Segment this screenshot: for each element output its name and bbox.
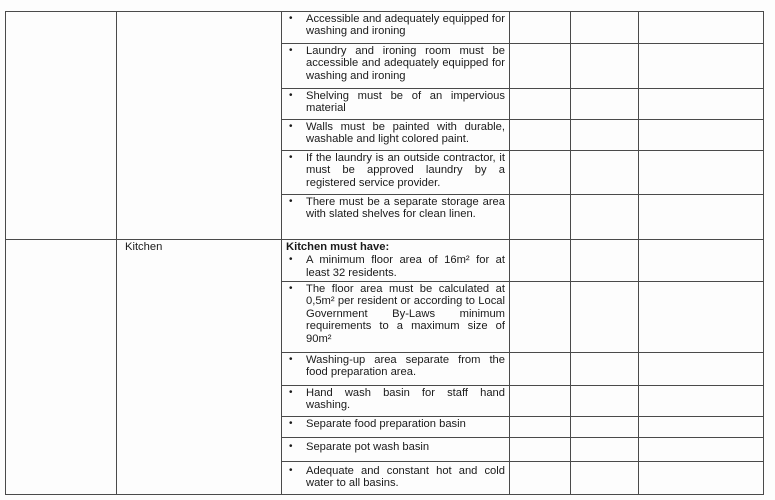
category-cell [6,12,117,240]
requirement-cell [282,386,510,417]
requirement-text: Washing-up area separate from the food preparation area. [306,354,505,379]
requirement-cell [282,282,510,353]
check-cell[interactable] [571,417,639,438]
bullet-icon: • [289,121,293,132]
requirement-cell [282,417,510,438]
comment-cell[interactable] [639,353,764,386]
comment-cell[interactable] [639,44,764,89]
requirement-text: Walls must be painted with durable, washable and light colored paint. [306,121,505,146]
requirement-text: The floor area must be calculated at 0,5m² per resident or according to Local Government By-Laws minimum requirements to a maximum size of 90m² [306,283,505,345]
requirement-cell [282,438,510,462]
check-cell[interactable] [510,353,571,386]
bullet-icon: • [289,465,293,476]
requirement-text: There must be a separate storage area with slated shelves for clean linen. [306,196,505,221]
bullet-icon: • [289,354,293,365]
comment-cell[interactable] [639,282,764,353]
bullet-icon: • [289,418,293,429]
check-cell[interactable] [571,120,639,151]
requirement-cell [282,462,510,495]
requirement-text: Hand wash basin for staff hand washing. [306,387,505,412]
check-cell[interactable] [510,12,571,44]
comment-cell[interactable] [639,462,764,495]
bullet-icon: • [289,254,293,266]
requirement-cell [282,353,510,386]
requirement-text: If the laundry is an outside contractor, it must be approved laundry by a registered service provider. [306,152,505,189]
requirement-cell [282,89,510,120]
bullet-icon: • [289,90,293,101]
bullet-icon: • [289,441,293,452]
requirement-cell [282,195,510,240]
requirement-text: Separate pot wash basin [306,441,430,453]
requirement-text: Accessible and adequately equipped for washing and ironing [306,13,505,38]
category-cell [6,240,117,495]
check-cell[interactable] [510,120,571,151]
bullet-icon: • [289,387,293,398]
inspection-table [5,11,764,495]
requirement-cell [282,151,510,195]
check-cell[interactable] [571,462,639,495]
check-cell[interactable] [510,462,571,495]
comment-cell[interactable] [639,417,764,438]
area-label: Kitchen [125,241,163,253]
check-cell[interactable] [510,282,571,353]
comment-cell[interactable] [639,240,764,282]
comment-cell[interactable] [639,12,764,44]
requirement-text: Laundry and ironing room must be accessible and adequately equipped for washing and ironing [306,45,505,82]
check-cell[interactable] [510,438,571,462]
area-cell [117,240,282,495]
check-cell[interactable] [571,353,639,386]
comment-cell[interactable] [639,151,764,195]
check-cell[interactable] [571,12,639,44]
check-cell[interactable] [571,44,639,89]
requirement-text: A minimum floor area of 16m² for at least 32 residents. [306,254,505,279]
check-cell[interactable] [510,240,571,282]
check-cell[interactable] [510,195,571,240]
requirement-text: Separate food preparation basin [306,418,466,430]
check-cell[interactable] [510,151,571,195]
requirement-text: Shelving must be of an impervious material [306,90,505,115]
check-cell[interactable] [510,89,571,120]
bullet-icon: • [289,152,293,163]
requirement-text: Adequate and constant hot and cold water to all basins. [306,465,505,490]
comment-cell[interactable] [639,89,764,120]
comment-cell[interactable] [639,195,764,240]
check-cell[interactable] [571,282,639,353]
bullet-icon: • [289,196,293,207]
comment-cell[interactable] [639,120,764,151]
check-cell[interactable] [571,195,639,240]
check-cell[interactable] [571,89,639,120]
table-row [6,12,764,44]
check-cell[interactable] [571,386,639,417]
check-cell[interactable] [510,417,571,438]
bullet-icon: • [289,13,293,24]
bullet-icon: • [289,45,293,56]
bullet-icon: • [289,283,293,294]
section-heading: Kitchen must have: [286,241,390,253]
table-row [6,240,764,282]
requirement-cell [282,240,510,282]
check-cell[interactable] [510,386,571,417]
check-cell[interactable] [571,151,639,195]
area-cell [117,12,282,240]
check-cell[interactable] [510,44,571,89]
check-cell[interactable] [571,438,639,462]
check-cell[interactable] [571,240,639,282]
comment-cell[interactable] [639,438,764,462]
requirement-cell [282,120,510,151]
requirement-cell [282,44,510,89]
comment-cell[interactable] [639,386,764,417]
requirement-cell [282,12,510,44]
